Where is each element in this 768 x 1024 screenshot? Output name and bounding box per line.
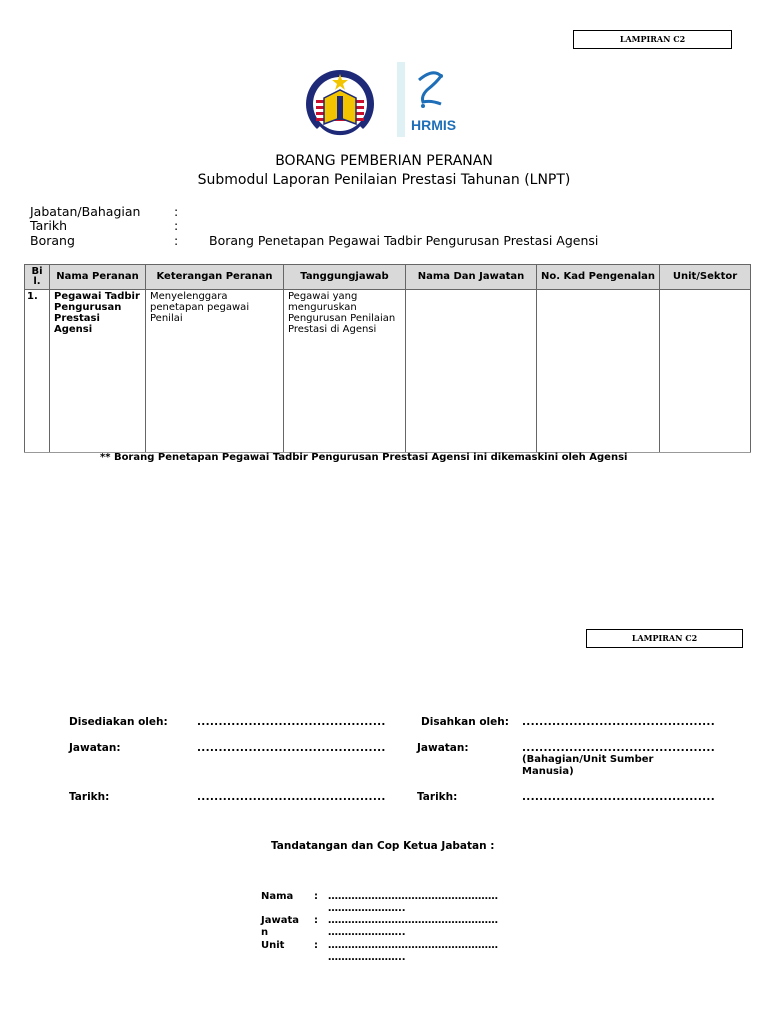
jawatan-line-right[interactable]: ............................................. [522, 742, 715, 754]
lampiran-label-mid: LAMPIRAN C2 [586, 629, 743, 648]
ketua-jawatan-line[interactable]: …………………………………………… [328, 915, 498, 926]
header-tanggungjawab: Tanggungjawab [284, 265, 406, 290]
ketua-nama-colon: : [314, 891, 318, 902]
jabatan-label: Jabatan/Bahagian [30, 204, 141, 219]
jawatan-label-right: Jawatan: [417, 742, 469, 754]
cell-nama-peranan: Pegawai Tadbir Pengurusan Prestasi Agensi [50, 290, 146, 453]
ketua-nama-line[interactable]: …………………………………………… [328, 891, 498, 902]
hrmis-logo-text: HRMIS [411, 117, 457, 133]
hrmis-logo [397, 62, 465, 137]
ketua-unit-label: Unit [261, 940, 285, 951]
ketua-nama-label: Nama [261, 891, 294, 902]
ketua-jawatan-line2[interactable]: ………………….. [328, 927, 406, 938]
jawatan-label-left: Jawatan: [69, 742, 121, 754]
cell-bil: 1. [25, 290, 50, 453]
form-subtitle: Submodul Laporan Penilaian Prestasi Tahunan (LNPT) [197, 172, 571, 188]
cell-keterangan: Menyelenggara penetapan pegawai Penilai [146, 290, 284, 453]
disahkan-line[interactable]: ............................................. [522, 716, 715, 728]
cell-nama-jawatan[interactable] [406, 290, 537, 453]
header-nama-jawatan: Nama Dan Jawatan [406, 265, 537, 290]
crest-logo [304, 68, 376, 140]
tarikh-line-right[interactable]: ............................................. [522, 791, 715, 803]
header-no-kad: No. Kad Pengenalan [537, 265, 660, 290]
cell-tanggungjawab: Pegawai yang menguruskan Pengurusan Penilaian Prestasi di Agensi [284, 290, 406, 453]
disediakan-label: Disediakan oleh: [69, 716, 168, 728]
borang-label: Borang [30, 233, 75, 248]
tarikh-line-left[interactable]: ............................................ [197, 791, 386, 803]
header-bil: Bi l. [25, 265, 50, 290]
borang-colon: : [174, 233, 179, 248]
table-header-row [25, 265, 751, 290]
form-title: BORANG PEMBERIAN PERANAN [275, 153, 493, 169]
jabatan-colon: : [174, 204, 179, 219]
ketua-unit-colon: : [314, 940, 318, 951]
ketua-jawatan-label: Jawata n [261, 915, 299, 938]
header-nama-peranan: Nama Peranan [50, 265, 146, 290]
lampiran-label-top: LAMPIRAN C2 [573, 30, 732, 49]
roles-table [24, 264, 751, 453]
cell-no-kad[interactable] [537, 290, 660, 453]
disahkan-label: Disahkan oleh: [421, 716, 509, 728]
cell-unit-sektor[interactable] [660, 290, 751, 453]
ketua-jawatan-colon: : [314, 915, 318, 926]
tarikh-label-left: Tarikh: [69, 791, 110, 803]
ketua-unit-line[interactable]: …………………………………………… [328, 940, 498, 951]
header-unit-sektor: Unit/Sektor [660, 265, 751, 290]
borang-value: Borang Penetapan Pegawai Tadbir Pengurusan Prestasi Agensi [209, 233, 599, 248]
footnote: ** Borang Penetapan Pegawai Tadbir Pengurusan Prestasi Agensi ini dikemaskini oleh Agensi [100, 452, 628, 463]
bahagian-note: (Bahagian/Unit Sumber Manusia) [522, 754, 654, 777]
tarikh-label: Tarikh [30, 218, 67, 233]
ketua-heading: Tandatangan dan Cop Ketua Jabatan : [271, 840, 495, 852]
jawatan-line-left[interactable]: ............................................ [197, 742, 386, 754]
ketua-unit-line2[interactable]: ………………….. [328, 952, 406, 963]
ketua-nama-line2[interactable]: ………………….. [328, 903, 406, 914]
header-keterangan: Keterangan Peranan [146, 265, 284, 290]
disediakan-line[interactable]: ............................................ [197, 716, 386, 728]
table-row [25, 290, 751, 453]
tarikh-colon: : [174, 218, 179, 233]
tarikh-label-right: Tarikh: [417, 791, 458, 803]
